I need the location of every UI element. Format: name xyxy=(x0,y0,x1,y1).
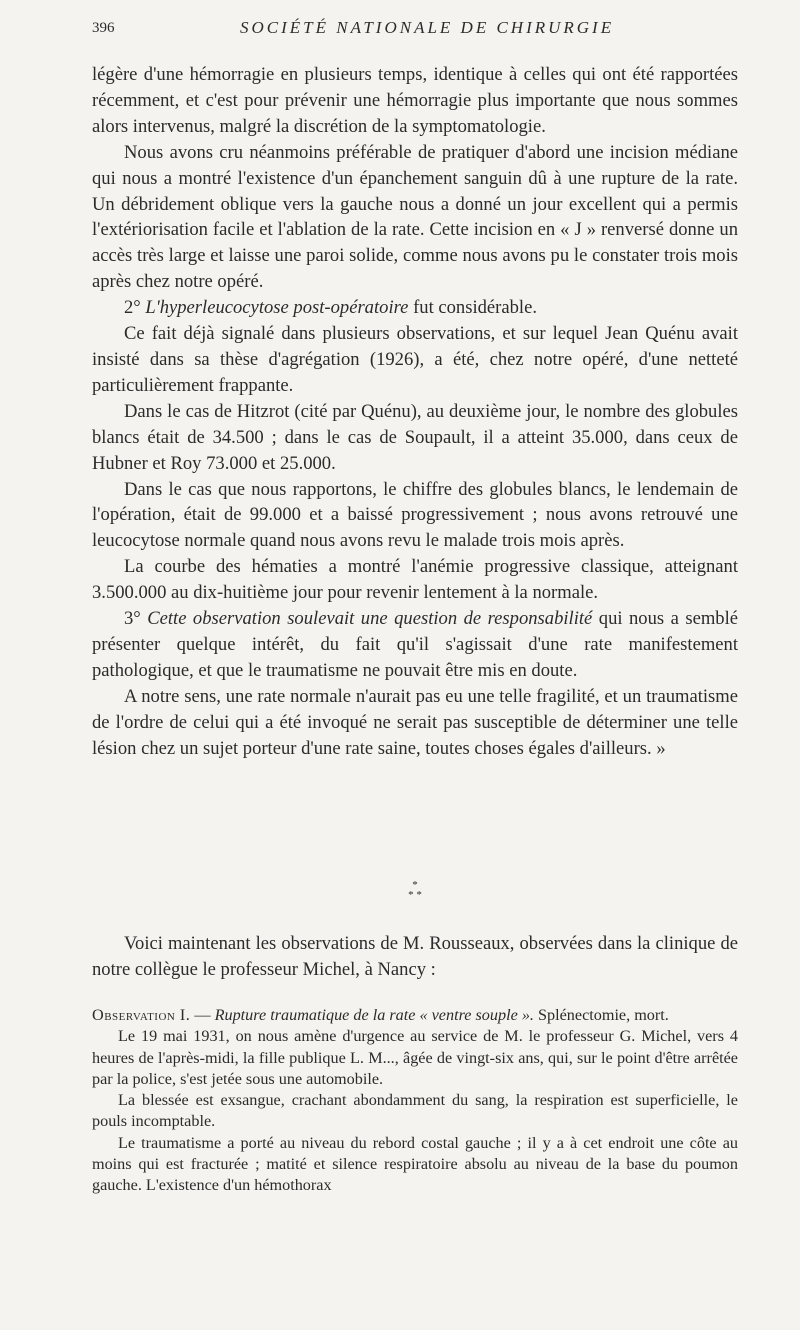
separator-star-top: * xyxy=(412,879,418,891)
item-number: 3° xyxy=(124,608,141,630)
numbered-paragraph xyxy=(92,606,738,684)
heading-dash: — xyxy=(190,1006,215,1024)
paragraph-text: fut considérable. xyxy=(413,297,537,319)
observation-title: Rupture traumatique de la rate « ventre souple ». xyxy=(214,1006,534,1024)
body-text xyxy=(92,62,738,761)
asterism-separator xyxy=(395,880,435,910)
item-number: 2° xyxy=(124,297,141,319)
observation-section xyxy=(92,1005,738,1197)
paragraph: Le traumatisme a porté au niveau du rebord costal gauche ; il y a à cet endroit une côte au moins qui est fracturée ; matité et silence respiratoire absolu au niveau de la base du poumon gauche. L'existence d'un hémothorax xyxy=(92,1133,738,1195)
running-head: SOCIÉTÉ NATIONALE DE CHIRURGIE xyxy=(240,18,615,37)
intro-text xyxy=(92,931,738,983)
observation-heading xyxy=(92,1005,738,1026)
paragraph: La courbe des hématies a montré l'anémie progressive classique, atteignant 3.500.000 au dix-huitième jour pour revenir lentement à la normale. xyxy=(92,556,738,604)
italic-heading: Cette observation soulevait une question de responsabilité xyxy=(147,608,593,630)
paragraph: Nous avons cru néanmoins préférable de pratiquer d'abord une incision médiane qui nous a montré l'existence d'un épanchement sanguin dû à une rupture de la rate. Un débridement oblique vers la gauche nous a donné un jour excellent qui a permis l'extériorisation facile et l'ablation de la rate. Cette incision en « J » renversé donne un accès très large et laisse une paroi solide, comme nous avons pu le constater trois mois après chez notre opéré. xyxy=(92,141,738,293)
italic-heading: L'hyperleucocytose post-opératoire xyxy=(145,297,409,319)
observation-label: Observation I. xyxy=(92,1006,191,1024)
paragraph: Voici maintenant les observations de M. Rousseaux, observées dans la clinique de notre collègue le professeur Michel, à Nancy : xyxy=(92,933,738,980)
observation-title-rest: Splénectomie, mort. xyxy=(533,1006,669,1024)
paragraph: A notre sens, une rate normale n'aurait pas eu une telle fragilité, et un traumatisme de l'ordre de celui qui a été invoqué ne serait pas susceptible de déterminer une telle lésion chez un sujet porteur d'une rate saine, toutes choses égales d'ailleurs. » xyxy=(92,685,738,759)
paragraph: légère d'une hémorragie en plusieurs temps, identique à celles qui ont été rapportées récemment, et c'est pour prévenir une hémorragie plus importante que nous sommes alors intervenus, malgré la discrétion de la symptomatologie. xyxy=(92,64,738,137)
numbered-paragraph xyxy=(92,295,738,321)
paragraph: Dans le cas que nous rapportons, le chiffre des globules blancs, le lendemain de l'opération, était de 99.000 et a baissé progressivement ; nous avons retrouvé une leucocytose normale quand nous avons revu le malade trois mois après. xyxy=(92,478,738,552)
separator-star-bottom: * * xyxy=(408,889,422,901)
paragraph: Le 19 mai 1931, on nous amène d'urgence au service de M. le professeur G. Michel, vers 4 heures de l'après-midi, la fille publique L. M..., âgée de vingt-six ans, qui, sur le point d'être arrêtée par la police, s'est jetée sous une automobile. xyxy=(92,1027,738,1088)
paragraph: Ce fait déjà signalé dans plusieurs observations, et sur lequel Jean Quénu avait insisté dans sa thèse d'agrégation (1926), a été, chez notre opéré, d'une netteté particulièrement frappante. xyxy=(92,323,738,396)
page-header xyxy=(92,18,738,46)
page-number: 396 xyxy=(92,20,115,36)
paragraph: Dans le cas de Hitzrot (cité par Quénu), au deuxième jour, le nombre des globules blancs était de 34.500 ; dans le cas de Soupault, il a atteint 35.000, dans ceux de Hubner et Roy 73.000 et 25.000. xyxy=(92,400,738,474)
paragraph-text: qui nous a semblé présenter quelque intérêt, du fait qu'il s'agissait d'une rate manifestement pathologique, et que le traumatisme ne pouvait être mis en doute. xyxy=(92,608,739,681)
paragraph: La blessée est exsangue, crachant abondamment du sang, la respiration est superficielle, le pouls incomptable. xyxy=(92,1091,738,1131)
